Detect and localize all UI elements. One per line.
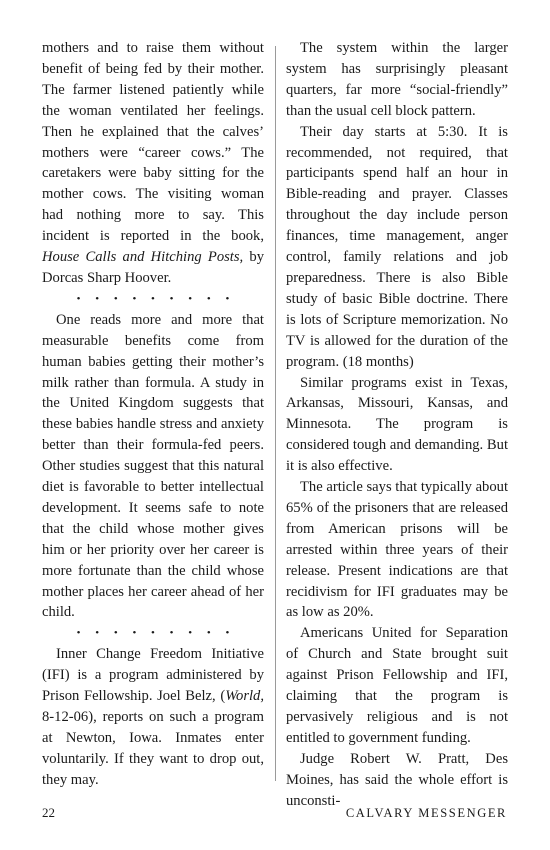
paragraph-career-cows (42, 38, 264, 289)
book-title: House Calls and Hitching Posts, (42, 249, 244, 266)
paragraph-judge: Judge Robert W. Pratt, Des Moines, has said the whole effort is unconsti- (286, 750, 508, 809)
paragraph-text: 8-12-06), reports on such a program at Newton, Iowa. Inmates enter voluntarily. If they want to drop out, they may. (42, 709, 264, 788)
paragraph-quarters: The system within the larger system has surprisingly pleasant quarters, far more “social-friendly” than the usual cell block pattern. (286, 40, 508, 119)
paragraph-lawsuit: Americans United for Separation of Church and State brought suit against Prison Fellowship and IFI, claiming that the program is pervasively religious and is not entitled to government funding. (286, 625, 508, 746)
page-number: 22 (42, 805, 55, 820)
paragraph-text: by Dorcas Sharp Hoover. (42, 249, 264, 286)
section-separator: • • • • • • • • • (76, 627, 236, 640)
paragraph-text: mothers and to raise them without benefit of being fed by their mother. The farmer listened patiently while the woman ventilated her feelings. Then he explained that the calves’ mothers were “career cows.” The caretakers were baby sitting for the mother cows. The visiting woman had nothing more to say. This incident is reported in the book, (42, 40, 264, 245)
paragraph-ifi-intro (42, 644, 264, 790)
paragraph-recidivism: The article says that typically about 65% of the prisoners that are released from American prisons will be arrested within three years of their release. Present indications are that recidivism for IFI graduates may be as low as 20%. (286, 479, 508, 621)
left-column (42, 38, 264, 791)
column-divider (275, 46, 276, 781)
paragraph-text: Inner Change Freedom Initiative (IFI) is a program administered by Prison Fellowship. Joel Belz, ( (42, 646, 264, 705)
section-separator: • • • • • • • • • (76, 292, 236, 305)
paragraph-daily-schedule: Their day starts at 5:30. It is recommended, not required, that participants spend half an hour in Bible-reading and prayer. Classes throughout the day include person finances, time management, anger control, family relations and job preparedness. There is also Bible study of basic Bible doctrine. There is lots of Scripture memorization. No TV is allowed for the duration of the program. (18 months) (286, 123, 508, 370)
magazine-title: World, (225, 688, 264, 705)
publication-title: CALVARY MESSENGER (345, 806, 507, 820)
right-column (286, 38, 508, 812)
paragraph-mothers-milk: One reads more and more that measurable benefits come from human babies getting their mother’s milk rather than formula. A study in the United Kingdom suggests that these babies handle stress and anxiety better than their formula-fed peers. Other studies suggest that this natural diet is favorable to better intellectual development. It seems safe to note that the child whose mother gives him or her priority over her career is more fortunate than the child whose mother places her career ahead of her child. (42, 311, 264, 621)
paragraph-similar-programs: Similar programs exist in Texas, Arkansas, Missouri, Kansas, and Minnesota. The program is considered tough and demanding. But it is also effective. (286, 374, 508, 475)
